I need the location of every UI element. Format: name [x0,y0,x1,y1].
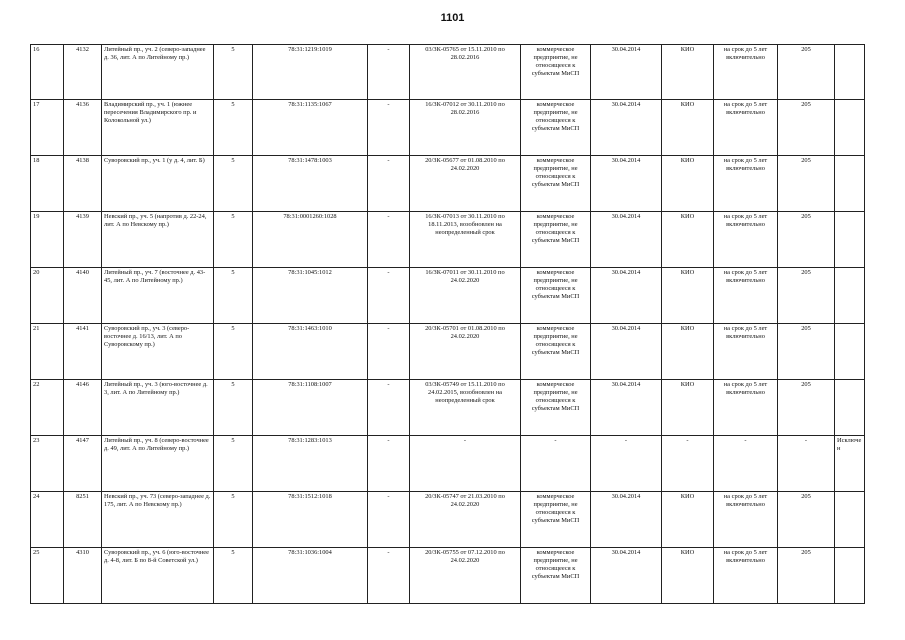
term-cell: на срок до 5 лет включительно [714,324,778,380]
zone-cell: 5 [214,436,253,492]
table-row [31,436,865,492]
term-cell: на срок до 5 лет включительно [714,100,778,156]
organization-cell: КИО [662,324,714,380]
registry-table [30,44,865,604]
note-cell [835,324,865,380]
term-cell: на срок до 5 лет включительно [714,45,778,100]
cadastral-number-cell: 78:31:1108:1007 [253,380,368,436]
table-row [31,380,865,436]
category-cell: коммерческое предприятие, не относящееся к субъектам МиСП [521,324,591,380]
object-id-cell: 4147 [64,436,102,492]
contract-cell: 20/ЗК-05701 от 01.08.2010 по 24.02.2020 [410,324,521,380]
term-cell: на срок до 5 лет включительно [714,156,778,212]
object-id-cell: 4139 [64,212,102,268]
category-cell: коммерческое предприятие, не относящееся к субъектам МиСП [521,45,591,100]
organization-cell: КИО [662,212,714,268]
address-cell: Суворовский пр., уч. 3 (северо-восточнее д. 16/13, лит. А по Суворовскому пр.) [102,324,214,380]
cadastral-number-cell: 78:31:1478:1003 [253,156,368,212]
note-cell [835,268,865,324]
cadastral-number-cell: 78:31:1283:1013 [253,436,368,492]
category-cell: - [521,436,591,492]
row-number-cell: 21 [31,324,64,380]
object-id-cell: 4310 [64,548,102,604]
cadastral-number-cell: 78:31:1135:1067 [253,100,368,156]
contract-cell: 16/ЗК-07012 от 30.11.2010 по 28.02.2016 [410,100,521,156]
empty-marker-cell: - [368,156,410,212]
empty-marker-cell: - [368,492,410,548]
registry-body [31,45,865,604]
table-row [31,268,865,324]
cadastral-number-cell: 78:31:1463:1010 [253,324,368,380]
organization-cell: КИО [662,45,714,100]
organization-cell: КИО [662,380,714,436]
code-cell: 205 [778,548,835,604]
code-cell: 205 [778,492,835,548]
term-cell: на срок до 5 лет включительно [714,268,778,324]
row-number-cell: 19 [31,212,64,268]
zone-cell: 5 [214,268,253,324]
code-cell: 205 [778,380,835,436]
term-cell: на срок до 5 лет включительно [714,492,778,548]
organization-cell: КИО [662,548,714,604]
term-cell: на срок до 5 лет включительно [714,212,778,268]
note-cell [835,45,865,100]
term-cell: на срок до 5 лет включительно [714,548,778,604]
row-number-cell: 24 [31,492,64,548]
code-cell: 205 [778,100,835,156]
contract-cell: 20/ЗК-05677 от 01.08.2010 по 24.02.2020 [410,156,521,212]
contract-cell: 20/ЗК-05755 от 07.12.2010 по 24.02.2020 [410,548,521,604]
date-cell: 30.04.2014 [591,212,662,268]
address-cell: Суворовский пр., уч. 6 (юго-восточнее д. 4-8, лит. Б по 8-й Советской ул.) [102,548,214,604]
cadastral-number-cell: 78:31:1512:1018 [253,492,368,548]
page-number: 1101 [440,12,465,24]
date-cell: 30.04.2014 [591,380,662,436]
object-id-cell: 8251 [64,492,102,548]
table-row [31,212,865,268]
category-cell: коммерческое предприятие, не относящееся к субъектам МиСП [521,100,591,156]
term-cell: на срок до 5 лет включительно [714,380,778,436]
object-id-cell: 4132 [64,45,102,100]
object-id-cell: 4138 [64,156,102,212]
note-cell [835,156,865,212]
empty-marker-cell: - [368,268,410,324]
category-cell: коммерческое предприятие, не относящееся к субъектам МиСП [521,156,591,212]
contract-cell: 16/ЗК-07011 от 30.11.2010 по 24.02.2020 [410,268,521,324]
empty-marker-cell: - [368,100,410,156]
date-cell: 30.04.2014 [591,100,662,156]
category-cell: коммерческое предприятие, не относящееся к субъектам МиСП [521,492,591,548]
zone-cell: 5 [214,324,253,380]
row-number-cell: 23 [31,436,64,492]
row-number-cell: 22 [31,380,64,436]
note-cell [835,548,865,604]
code-cell: 205 [778,212,835,268]
organization-cell: КИО [662,156,714,212]
empty-marker-cell: - [368,45,410,100]
code-cell: - [778,436,835,492]
row-number-cell: 16 [31,45,64,100]
code-cell: 205 [778,268,835,324]
table-row [31,156,865,212]
date-cell: 30.04.2014 [591,548,662,604]
row-number-cell: 17 [31,100,64,156]
note-cell [835,100,865,156]
contract-cell: - [410,436,521,492]
note-cell [835,380,865,436]
category-cell: коммерческое предприятие, не относящееся к субъектам МиСП [521,212,591,268]
empty-marker-cell: - [368,380,410,436]
contract-cell: 16/ЗК-07013 от 30.11.2010 по 18.11.2013, возобновлен на неопределенный срок [410,212,521,268]
organization-cell: КИО [662,492,714,548]
contract-cell: 20/ЗК-05747 от 21.03.2010 по 24.02.2020 [410,492,521,548]
address-cell: Суворовский пр., уч. 1 (у д. 4, лит. Б) [102,156,214,212]
cadastral-number-cell: 78:31:1036:1004 [253,548,368,604]
note-cell [835,492,865,548]
empty-marker-cell: - [368,548,410,604]
date-cell: 30.04.2014 [591,45,662,100]
object-id-cell: 4146 [64,380,102,436]
note-cell [835,212,865,268]
zone-cell: 5 [214,548,253,604]
cadastral-number-cell: 78:31:0001260:1028 [253,212,368,268]
organization-cell: КИО [662,100,714,156]
row-number-cell: 18 [31,156,64,212]
table-row [31,45,865,100]
date-cell: 30.04.2014 [591,492,662,548]
row-number-cell: 20 [31,268,64,324]
address-cell: Владимирский пр., уч. 1 (южнее пересечения Владимирского пр. и Колокольной ул.) [102,100,214,156]
address-cell: Невский пр., уч. 73 (северо-западнее д. 175, лит. А по Невскому пр.) [102,492,214,548]
zone-cell: 5 [214,100,253,156]
term-cell: - [714,436,778,492]
contract-cell: 03/ЗК-05765 от 15.11.2010 по 28.02.2016 [410,45,521,100]
cadastral-number-cell: 78:31:1045:1012 [253,268,368,324]
zone-cell: 5 [214,156,253,212]
object-id-cell: 4140 [64,268,102,324]
date-cell: 30.04.2014 [591,324,662,380]
category-cell: коммерческое предприятие, не относящееся к субъектам МиСП [521,548,591,604]
cadastral-number-cell: 78:31:1219:1019 [253,45,368,100]
category-cell: коммерческое предприятие, не относящееся к субъектам МиСП [521,268,591,324]
address-cell: Литейный пр., уч. 8 (северо-восточнее д. 49, лит. А по Литейному пр.) [102,436,214,492]
address-cell: Невский пр., уч. 5 (напротив д. 22-24, лит. А по Невскому пр.) [102,212,214,268]
empty-marker-cell: - [368,212,410,268]
category-cell: коммерческое предприятие, не относящееся к субъектам МиСП [521,380,591,436]
zone-cell: 5 [214,380,253,436]
note-cell: Исключен [835,436,865,492]
date-cell: 30.04.2014 [591,156,662,212]
table-row [31,324,865,380]
organization-cell: - [662,436,714,492]
empty-marker-cell: - [368,436,410,492]
date-cell: 30.04.2014 [591,268,662,324]
code-cell: 205 [778,156,835,212]
object-id-cell: 4136 [64,100,102,156]
organization-cell: КИО [662,268,714,324]
object-id-cell: 4141 [64,324,102,380]
row-number-cell: 25 [31,548,64,604]
table-row [31,100,865,156]
zone-cell: 5 [214,45,253,100]
table-row [31,492,865,548]
address-cell: Литейный пр., уч. 3 (юго-восточнее д. 3, лит. А по Литейному пр.) [102,380,214,436]
table-row [31,548,865,604]
zone-cell: 5 [214,492,253,548]
address-cell: Литейный пр., уч. 2 (северо-западнее д. 36, лит. А по Литейному пр.) [102,45,214,100]
code-cell: 205 [778,324,835,380]
address-cell: Литейный пр., уч. 7 (восточнее д. 43-45, лит. А по Литейному пр.) [102,268,214,324]
contract-cell: 03/ЗК-05749 от 15.11.2010 по 24.02.2015, возобновлен на неопределенный срок [410,380,521,436]
date-cell: - [591,436,662,492]
zone-cell: 5 [214,212,253,268]
code-cell: 205 [778,45,835,100]
empty-marker-cell: - [368,324,410,380]
